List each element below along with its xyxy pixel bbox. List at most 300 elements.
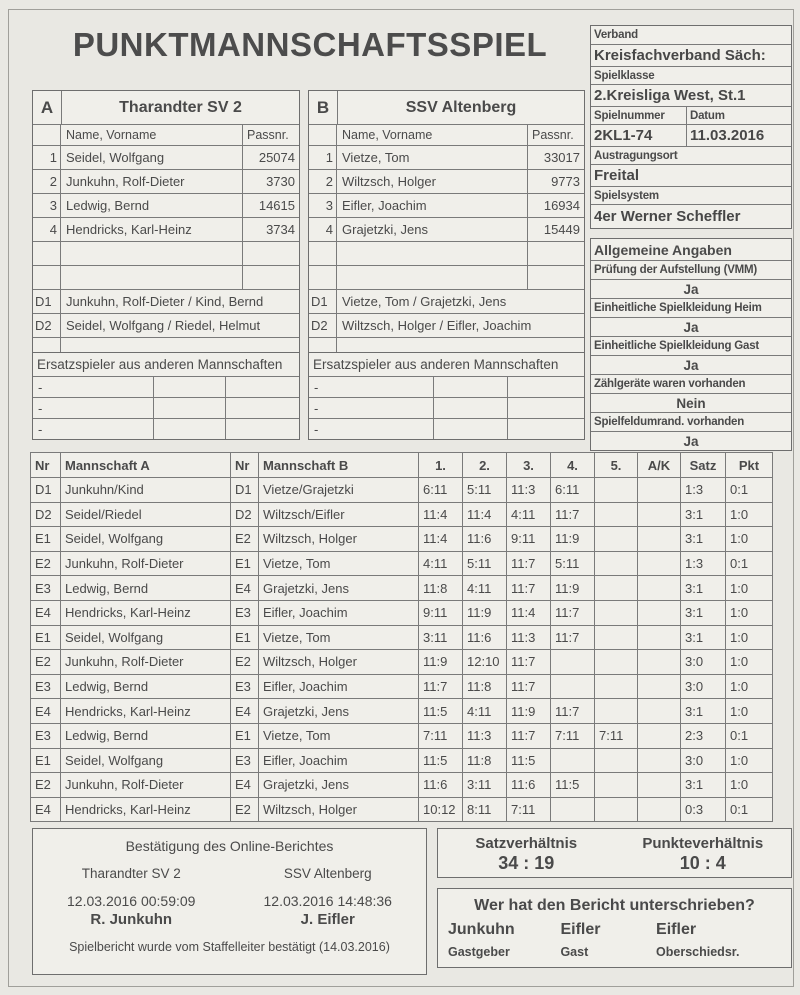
cell: Junkuhn, Rolf-Dieter xyxy=(61,773,231,798)
cell xyxy=(433,419,507,439)
cell: 1:0 xyxy=(726,748,773,773)
cell xyxy=(595,502,638,527)
cell xyxy=(595,650,638,675)
cell: Hendricks, Karl-Heinz xyxy=(66,222,192,237)
cell: 3:1 xyxy=(681,773,726,798)
cell: 11:7 xyxy=(551,600,595,625)
team-b-column-header xyxy=(309,124,584,145)
cell: 11:9 xyxy=(463,600,507,625)
cell: Ledwig, Bernd xyxy=(61,674,231,699)
substitute-row xyxy=(309,397,584,418)
cell: E3 xyxy=(31,674,61,699)
cell: 4:11 xyxy=(463,699,507,724)
cell: Vietze, Tom xyxy=(259,625,419,650)
general-item-label: Einheitliche Spielkleidung Heim xyxy=(591,298,791,317)
cell: E1 xyxy=(31,527,61,552)
cell: 1:0 xyxy=(726,527,773,552)
cell: 3:1 xyxy=(681,625,726,650)
cell: Hendricks, Karl-Heinz xyxy=(61,600,231,625)
cell xyxy=(527,266,584,289)
cell: 25074 xyxy=(242,146,299,169)
cell: 11:7 xyxy=(507,674,551,699)
cell: - xyxy=(38,421,43,437)
player-row xyxy=(33,145,299,169)
cell: 11:7 xyxy=(551,502,595,527)
cell: 11:9 xyxy=(551,527,595,552)
team-b-name: SSV Altenberg xyxy=(405,98,517,116)
cell: E4 xyxy=(231,699,259,724)
substitutes-title: Ersatzspieler aus anderen Mannschaften xyxy=(37,357,283,372)
cell xyxy=(242,266,299,289)
cell: 9773 xyxy=(527,170,584,193)
cell xyxy=(551,748,595,773)
cell: Seidel, Wolfgang xyxy=(61,748,231,773)
online-confirmation-box xyxy=(32,828,427,975)
cell: 7:11 xyxy=(551,723,595,748)
cell: D1 xyxy=(33,290,61,313)
cell: Ledwig, Bernd xyxy=(61,576,231,601)
general-item-label: Spielfeldumrand. vorhanden xyxy=(591,412,791,431)
col-header: Mannschaft B xyxy=(259,453,419,478)
cell: Wiltzsch, Holger xyxy=(259,650,419,675)
team-a-roster xyxy=(32,90,300,359)
empty-player-row xyxy=(309,241,584,265)
cell: 11:8 xyxy=(463,674,507,699)
pass-column-label: Passnr. xyxy=(527,125,584,145)
cell: 3:11 xyxy=(463,773,507,798)
spielklasse-label: Spielklasse xyxy=(591,66,791,84)
cell xyxy=(638,576,681,601)
cell: Eifler, Joachim xyxy=(259,600,419,625)
cell: Junkuhn/Kind xyxy=(61,478,231,503)
cell: E4 xyxy=(231,576,259,601)
cell: - xyxy=(314,421,319,437)
spielnummer-value: 2KL1-74 xyxy=(594,127,653,144)
cell xyxy=(551,797,595,822)
datum-value: 11.03.2016 xyxy=(686,125,791,146)
punkte-total xyxy=(615,835,792,874)
cell xyxy=(595,797,638,822)
cell: 7:11 xyxy=(595,723,638,748)
cell: 9:11 xyxy=(419,600,463,625)
cell: Vietze, Tom xyxy=(259,551,419,576)
cell: 1:0 xyxy=(726,576,773,601)
doubles-row xyxy=(309,289,584,313)
cell: Seidel, Wolfgang xyxy=(61,625,231,650)
cell: E4 xyxy=(31,600,61,625)
cell: Ledwig, Bernd xyxy=(61,723,231,748)
cell: Seidel/Riedel xyxy=(61,502,231,527)
cell: 11:7 xyxy=(551,625,595,650)
cell: 11:4 xyxy=(507,600,551,625)
cell: 11:9 xyxy=(419,650,463,675)
cell: 1:0 xyxy=(726,674,773,699)
cell: Junkuhn, Rolf-Dieter xyxy=(66,174,185,189)
match-row xyxy=(31,502,773,527)
substitute-row xyxy=(309,376,584,397)
cell xyxy=(507,419,584,439)
cell: 11:3 xyxy=(507,478,551,503)
match-row xyxy=(31,478,773,503)
cell: 11:3 xyxy=(463,723,507,748)
cell: E1 xyxy=(231,723,259,748)
cell: 4:11 xyxy=(463,576,507,601)
confirmation-time-a: 12.03.2016 00:59:09 xyxy=(67,893,196,909)
cell: Grajetzki, Jens xyxy=(259,699,419,724)
signature-role: Oberschiedsr. xyxy=(656,945,740,959)
cell xyxy=(33,242,61,265)
cell: E4 xyxy=(31,699,61,724)
match-table-header xyxy=(31,453,773,478)
cell: Wiltzsch, Holger xyxy=(259,797,419,822)
cell: 3:1 xyxy=(681,699,726,724)
substitutes-a-box xyxy=(32,352,300,440)
totals-box xyxy=(437,828,792,878)
team-a-header xyxy=(33,91,299,124)
cell: 12:10 xyxy=(463,650,507,675)
cell: 11:6 xyxy=(463,527,507,552)
col-header: A/K xyxy=(638,453,681,478)
cell: E3 xyxy=(231,674,259,699)
cell xyxy=(638,674,681,699)
cell: Seidel, Wolfgang xyxy=(66,150,165,165)
empty-player-row xyxy=(33,241,299,265)
cell: 5:11 xyxy=(551,551,595,576)
satz-total-label: Satzverhältnis xyxy=(475,835,578,852)
team-a-key: A xyxy=(33,91,62,124)
match-row xyxy=(31,797,773,822)
substitute-row xyxy=(33,397,299,418)
cell xyxy=(638,773,681,798)
cell xyxy=(595,478,638,503)
cell: Hendricks, Karl-Heinz xyxy=(61,797,231,822)
cell xyxy=(225,398,299,418)
match-row xyxy=(31,674,773,699)
cell: 0:3 xyxy=(681,797,726,822)
cell: 5:11 xyxy=(463,551,507,576)
cell: 11:6 xyxy=(419,773,463,798)
signatures-box xyxy=(437,888,792,968)
cell: 10:12 xyxy=(419,797,463,822)
match-row xyxy=(31,699,773,724)
col-header: 3. xyxy=(507,453,551,478)
cell: 11:8 xyxy=(463,748,507,773)
cell: Eifler, Joachim xyxy=(259,748,419,773)
general-item-value: Nein xyxy=(591,393,791,412)
cell: Grajetzki, Jens xyxy=(259,576,419,601)
general-item-value: Ja xyxy=(591,279,791,298)
cell: 11:7 xyxy=(551,699,595,724)
cell: - xyxy=(38,400,43,416)
cell: 0:1 xyxy=(726,478,773,503)
cell xyxy=(337,242,527,265)
cell: D2 xyxy=(33,314,61,337)
cell: Junkuhn, Rolf-Dieter / Kind, Bernd xyxy=(66,294,264,309)
team-b-header xyxy=(309,91,584,124)
cell: 3:11 xyxy=(419,625,463,650)
cell: Vietze, Tom xyxy=(342,150,410,165)
cell: 1:0 xyxy=(726,625,773,650)
cell xyxy=(507,398,584,418)
cell: E4 xyxy=(31,797,61,822)
match-results-table xyxy=(30,452,773,822)
cell xyxy=(153,377,225,397)
match-row xyxy=(31,551,773,576)
cell: D2 xyxy=(31,502,61,527)
team-a-column-header xyxy=(33,124,299,145)
match-row xyxy=(31,650,773,675)
signature-entry xyxy=(448,921,560,959)
cell: E2 xyxy=(31,650,61,675)
cell: 11:6 xyxy=(507,773,551,798)
cell: 1:0 xyxy=(726,773,773,798)
cell: Wiltzsch/Eifler xyxy=(259,502,419,527)
doubles-row xyxy=(33,313,299,337)
ort-label: Austragungsort xyxy=(591,146,791,164)
verband-value: Kreisfachverband Säch: xyxy=(591,44,791,66)
cell xyxy=(61,242,242,265)
cell xyxy=(153,419,225,439)
signatures-title: Wer hat den Bericht unterschrieben? xyxy=(474,897,755,914)
cell: E1 xyxy=(231,625,259,650)
cell: D1 xyxy=(31,478,61,503)
cell: Seidel, Wolfgang / Riedel, Helmut xyxy=(66,318,261,333)
cell xyxy=(638,748,681,773)
col-header: 1. xyxy=(419,453,463,478)
spielnummer-datum-labels xyxy=(591,106,791,124)
col-header: Satz xyxy=(681,453,726,478)
player-row xyxy=(309,193,584,217)
cell: Junkuhn, Rolf-Dieter xyxy=(61,551,231,576)
cell: Wiltzsch, Holger xyxy=(259,527,419,552)
cell: E2 xyxy=(31,773,61,798)
cell xyxy=(638,478,681,503)
cell xyxy=(225,419,299,439)
cell xyxy=(638,650,681,675)
cell xyxy=(61,266,242,289)
satz-total xyxy=(438,835,615,874)
cell: 11:5 xyxy=(419,748,463,773)
cell: Grajetzki, Jens xyxy=(259,773,419,798)
cell: 11:4 xyxy=(419,502,463,527)
cell xyxy=(595,699,638,724)
doubles-row xyxy=(309,313,584,337)
signature-entry xyxy=(560,921,656,959)
cell: 33017 xyxy=(527,146,584,169)
confirmation-time-b: 12.03.2016 14:48:36 xyxy=(263,893,392,909)
punkte-total-label: Punkteverhältnis xyxy=(642,835,764,852)
cell xyxy=(309,242,337,265)
cell: 7:11 xyxy=(507,797,551,822)
cell: 15449 xyxy=(527,218,584,241)
cell xyxy=(638,551,681,576)
confirmation-signer-a: R. Junkuhn xyxy=(90,911,173,928)
cell: E2 xyxy=(231,650,259,675)
cell: 11:9 xyxy=(507,699,551,724)
cell: D1 xyxy=(231,478,259,503)
spielnummer-datum-values xyxy=(591,124,791,146)
cell xyxy=(638,797,681,822)
cell: 11:7 xyxy=(507,650,551,675)
verband-label: Verband xyxy=(594,29,638,41)
cell: 1:0 xyxy=(726,502,773,527)
cell: 3:1 xyxy=(681,600,726,625)
cell: E1 xyxy=(231,551,259,576)
cell: 11:5 xyxy=(419,699,463,724)
cell: 1:3 xyxy=(681,551,726,576)
match-row xyxy=(31,723,773,748)
cell: 9:11 xyxy=(507,527,551,552)
cell: Eifler, Joachim xyxy=(342,198,427,213)
cell: 1 xyxy=(309,146,337,169)
cell: 3:0 xyxy=(681,674,726,699)
cell: 11:5 xyxy=(551,773,595,798)
cell: 11:7 xyxy=(507,551,551,576)
confirmation-team-a: Tharandter SV 2 xyxy=(81,866,181,881)
staffelleiter-note: Spielbericht wurde vom Staffelleiter bestätigt (14.03.2016) xyxy=(69,940,390,954)
page-title: PUNKTMANNSCHAFTSSPIEL xyxy=(72,26,548,63)
ort-value: Freital xyxy=(591,164,791,186)
cell: 11:6 xyxy=(463,625,507,650)
general-item-label: Zählgeräte waren vorhanden xyxy=(591,374,791,393)
cell: 0:1 xyxy=(726,551,773,576)
cell: 2 xyxy=(33,170,61,193)
cell xyxy=(242,242,299,265)
general-info-title: Allgemeine Angaben xyxy=(594,241,732,258)
team-b-roster xyxy=(308,90,585,359)
match-row xyxy=(31,527,773,552)
cell: 11:4 xyxy=(419,527,463,552)
match-row xyxy=(31,600,773,625)
cell: 11:8 xyxy=(419,576,463,601)
empty-player-row xyxy=(33,265,299,289)
col-header: Pkt xyxy=(726,453,773,478)
cell xyxy=(595,527,638,552)
cell: E3 xyxy=(231,748,259,773)
match-info-panel xyxy=(590,25,792,229)
cell: 11:3 xyxy=(507,625,551,650)
name-column-label: Name, Vorname xyxy=(66,128,157,142)
match-row xyxy=(31,625,773,650)
cell: D2 xyxy=(309,314,337,337)
empty-player-row xyxy=(309,265,584,289)
cell xyxy=(225,377,299,397)
cell: 6:11 xyxy=(551,478,595,503)
general-item-label: Einheitliche Spielkleidung Gast xyxy=(591,336,791,355)
pass-column-label: Passnr. xyxy=(242,125,299,145)
team-a-name: Tharandter SV 2 xyxy=(119,98,242,116)
cell xyxy=(527,242,584,265)
general-item-value: Ja xyxy=(591,355,791,374)
signature-role: Gast xyxy=(560,945,589,959)
player-row xyxy=(309,145,584,169)
cell xyxy=(595,748,638,773)
cell: 0:1 xyxy=(726,723,773,748)
cell xyxy=(433,398,507,418)
cell: 1:3 xyxy=(681,478,726,503)
cell xyxy=(595,600,638,625)
cell: 4:11 xyxy=(419,551,463,576)
cell: 1 xyxy=(33,146,61,169)
signature-name: Eifler xyxy=(560,921,601,938)
player-row xyxy=(309,169,584,193)
match-row xyxy=(31,576,773,601)
spielnummer-label: Spielnummer xyxy=(594,109,665,122)
cell xyxy=(337,266,527,289)
cell: 0:1 xyxy=(726,797,773,822)
col-header: Nr xyxy=(231,453,259,478)
cell: 4 xyxy=(33,218,61,241)
cell xyxy=(595,551,638,576)
cell: Seidel, Wolfgang xyxy=(61,527,231,552)
cell: 1:0 xyxy=(726,699,773,724)
cell: 3:0 xyxy=(681,748,726,773)
substitute-row xyxy=(309,418,584,439)
signature-name: Eifler xyxy=(656,921,697,938)
cell: 2 xyxy=(309,170,337,193)
cell: - xyxy=(314,379,319,395)
cell: Wiltzsch, Holger / Eifler, Joachim xyxy=(342,318,532,333)
cell xyxy=(507,377,584,397)
cell: E2 xyxy=(231,527,259,552)
general-item-label: Prüfung der Aufstellung (VMM) xyxy=(591,260,791,279)
cell xyxy=(33,125,61,145)
cell: Ledwig, Bernd xyxy=(66,198,150,213)
cell xyxy=(595,625,638,650)
cell xyxy=(309,125,337,145)
col-header: Mannschaft A xyxy=(61,453,231,478)
confirmation-team-b: SSV Altenberg xyxy=(283,866,372,881)
col-header: Nr xyxy=(31,453,61,478)
cell: Vietze/Grajetzki xyxy=(259,478,419,503)
cell: 11:7 xyxy=(419,674,463,699)
general-item-value: Ja xyxy=(591,431,791,450)
cell xyxy=(433,377,507,397)
confirmation-signer-b: J. Eifler xyxy=(300,911,355,928)
cell: 6:11 xyxy=(419,478,463,503)
cell: 4:11 xyxy=(507,502,551,527)
cell: E3 xyxy=(231,600,259,625)
cell: 3:1 xyxy=(681,527,726,552)
cell: 4 xyxy=(309,218,337,241)
cell: 3:1 xyxy=(681,502,726,527)
spielsystem-value: 4er Werner Scheffler xyxy=(591,204,791,228)
cell: E1 xyxy=(31,625,61,650)
spielklasse-value: 2.Kreisliga West, St.1 xyxy=(591,84,791,106)
match-row xyxy=(31,773,773,798)
cell: E3 xyxy=(31,576,61,601)
signature-role: Gastgeber xyxy=(448,945,510,959)
cell: Vietze, Tom / Grajetzki, Jens xyxy=(342,294,507,309)
cell: 3 xyxy=(309,194,337,217)
general-info-panel xyxy=(590,238,792,451)
cell: E1 xyxy=(31,748,61,773)
cell: Vietze, Tom xyxy=(259,723,419,748)
cell: 11:7 xyxy=(507,723,551,748)
cell: 1:0 xyxy=(726,600,773,625)
cell: Hendricks, Karl-Heinz xyxy=(61,699,231,724)
cell xyxy=(153,398,225,418)
substitutes-title: Ersatzspieler aus anderen Mannschaften xyxy=(313,357,559,372)
cell: D1 xyxy=(309,290,337,313)
cell: 11:5 xyxy=(507,748,551,773)
cell xyxy=(638,723,681,748)
cell xyxy=(551,674,595,699)
cell: 3734 xyxy=(242,218,299,241)
cell: E3 xyxy=(31,723,61,748)
cell: 7:11 xyxy=(419,723,463,748)
player-row xyxy=(309,217,584,241)
